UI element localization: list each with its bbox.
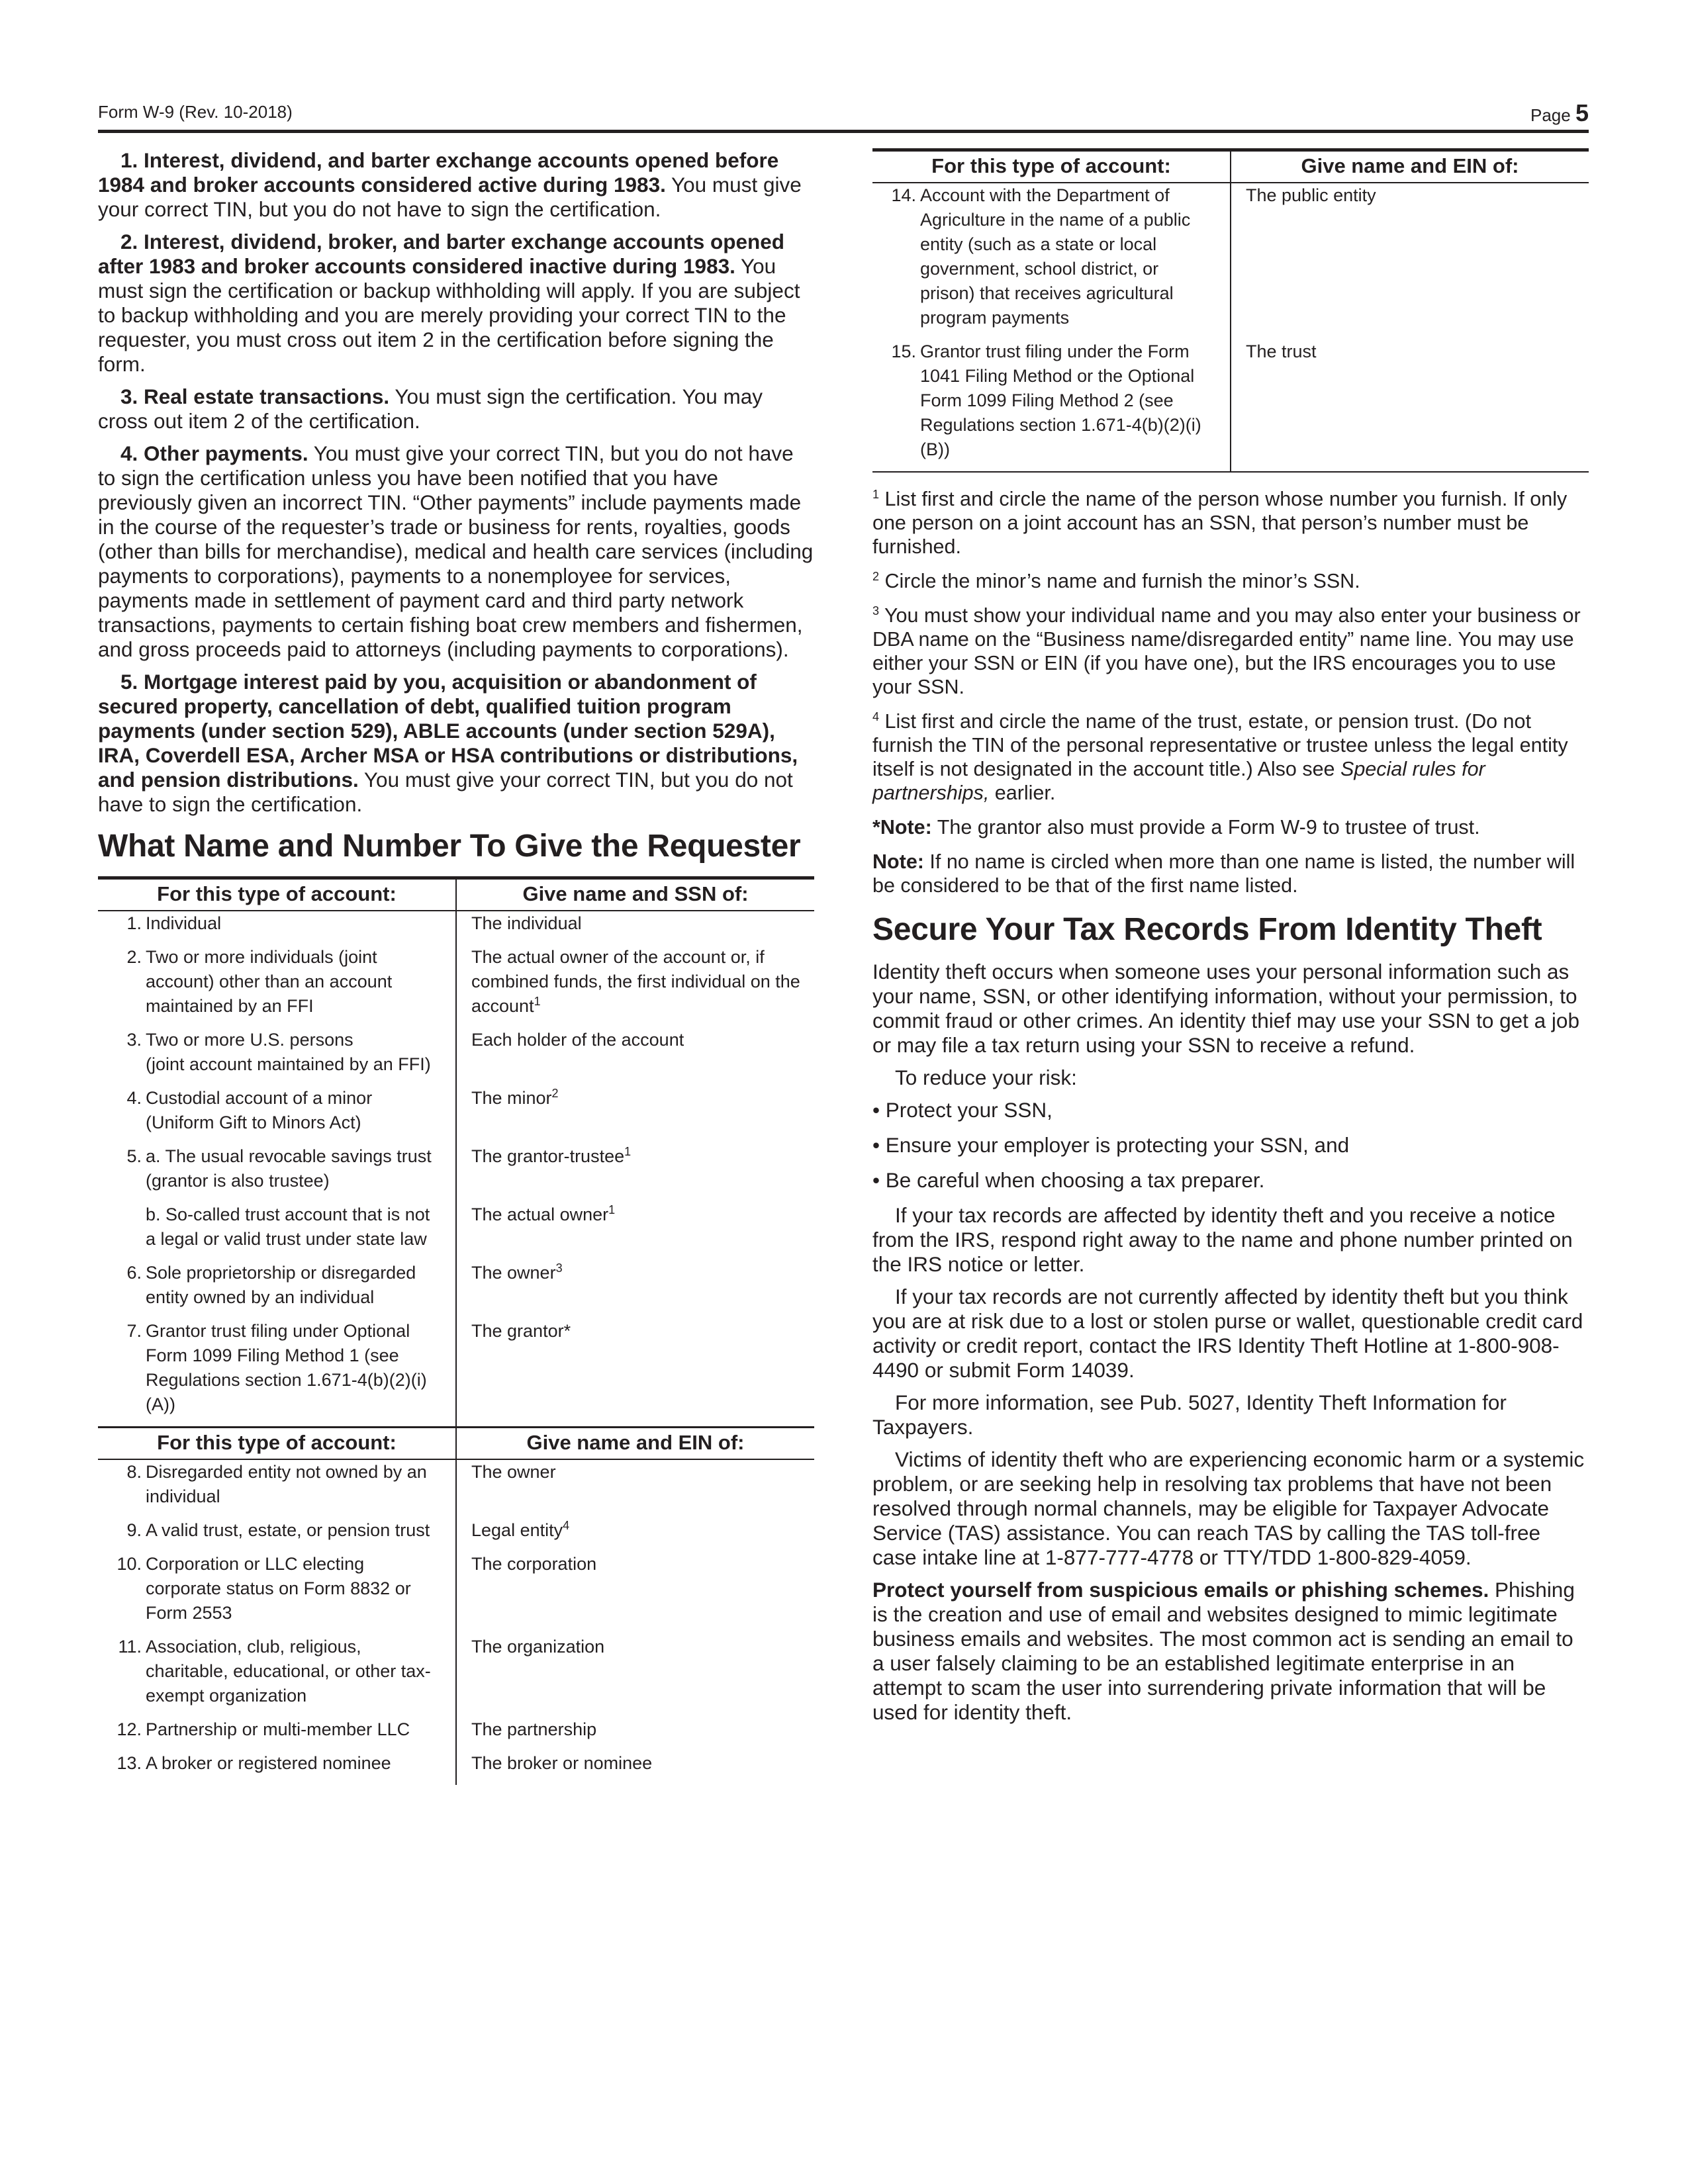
footnote-reference: 1 (534, 995, 541, 1008)
paragraph-item-3: 3. Real estate transactions. You must sign the certification. You may cross out item 2 of the certification. (98, 385, 763, 433)
table-row (872, 340, 1589, 472)
account-type-line: Custodial account of a minor (146, 1088, 373, 1108)
give-name-cell (456, 1203, 814, 1261)
account-type-line: Agriculture in the name of a public (920, 210, 1191, 230)
table-row (98, 1459, 814, 1518)
table-row (98, 1261, 814, 1319)
account-type-line: Corporation or LLC electing (146, 1554, 365, 1574)
give-name-text: The actual owner of the account or, if combined funds, the first individual on the account (471, 947, 800, 1016)
account-type-line: Partnership or multi-member LLC (146, 1719, 410, 1739)
give-name-cell (456, 945, 814, 1028)
account-type-cell (872, 340, 1231, 472)
account-type-line: entity (such as a state or local (920, 234, 1157, 254)
give-name-text: The owner (471, 1263, 556, 1283)
account-type-cell (98, 1518, 456, 1552)
footnote-reference: 1 (624, 1145, 632, 1158)
footnote-reference: 2 (551, 1087, 559, 1100)
account-type-line: 1041 Filing Method or the Optional (920, 366, 1195, 386)
give-name-cell (456, 1518, 814, 1552)
row-number: 5. (126, 1146, 142, 1166)
account-type-line: b. So-called trust account that is not (146, 1205, 430, 1224)
section-title-name-number: What Name and Number To Give the Requester (98, 829, 801, 864)
ssn-table-head-account: For this type of account: (98, 878, 456, 911)
account-type-cell (98, 1635, 456, 1717)
ein-table-right-head-account: For this type of account: (872, 150, 1231, 183)
row-number: 12. (117, 1719, 142, 1739)
note-grantor: *Note: The grantor also must provide a Form W-9 to trustee of trust. (872, 816, 1480, 839)
account-type-cell (98, 1203, 456, 1261)
paragraph-item-5: 5. Mortgage interest paid by you, acquisition or abandonment of secured property, cancellation of debt, qualified tuition program payments (under section 529), ABLE accounts (under section 529A), IRA, Coverdell ESA, Archer MSA or HSA contributions or distributions, and pension distributions. You must give your correct TIN, but you do not have to sign the certification. (98, 670, 798, 816)
footnote-2: $^2$ Circle the minor’s name and furnish the minor’s SSN. (872, 569, 1360, 592)
account-type-cell (98, 1028, 456, 1086)
row-number: 4. (126, 1088, 142, 1108)
account-type-line: Form 1099 Filing Method 2 (see (920, 390, 1174, 410)
account-type-line: Individual (146, 913, 222, 933)
give-name-text: The broker or nominee (471, 1753, 653, 1773)
ein-table-right-head-give: Give name and EIN of: (1231, 150, 1589, 183)
table-row (98, 1518, 814, 1552)
risk-bullet-2: • Ensure your employer is protecting your SSN, and (872, 1133, 1350, 1157)
account-type-line: individual (146, 1486, 220, 1506)
page-number-value: 5 (1575, 99, 1589, 126)
give-name-cell (456, 1144, 814, 1203)
row-number: 9. (126, 1520, 142, 1540)
give-name-text: The partnership (471, 1719, 597, 1739)
give-name-text: The individual (471, 913, 582, 933)
account-type-cell (98, 1086, 456, 1144)
account-type-line: exempt organization (146, 1686, 307, 1706)
paragraph-item-1: 1. Interest, dividend, and barter exchange accounts opened before 1984 and broker accounts considered active during 1983. You must give your correct TIN, but you do not have to sign the certification. (98, 148, 802, 221)
row-number: 1. (126, 913, 142, 933)
account-type-cell (98, 1319, 456, 1426)
left-column (98, 148, 814, 1785)
give-name-text: The minor (471, 1088, 552, 1108)
risk-bullet-list (872, 1098, 1589, 1193)
give-name-cell (456, 1261, 814, 1319)
account-type-line: maintained by an FFI (146, 996, 314, 1016)
footnote-reference: 3 (555, 1261, 563, 1275)
give-name-cell (1231, 340, 1589, 472)
row-number (102, 1203, 146, 1251)
account-type-line: Form 2553 (146, 1603, 232, 1623)
give-name-cell (456, 1717, 814, 1751)
row-number: 6. (126, 1263, 142, 1283)
header-rule (98, 130, 1589, 133)
footnote-3: $^3$ You must show your individual name and you may also enter your business or DBA name on the “Business name/disregarded entity” name line. You may use either your SSN or EIN (if you have one), but the IRS encourages you to use your SSN. (872, 604, 1581, 698)
table-row (98, 1751, 814, 1785)
give-name-cell (456, 911, 814, 945)
account-type-line: Account with the Department of (920, 185, 1170, 205)
account-type-cell (98, 1717, 456, 1751)
account-type-line: program payments (920, 308, 1070, 328)
account-type-line: government, school district, or (920, 259, 1159, 279)
give-name-cell (1231, 183, 1589, 340)
account-type-line: Association, club, religious, (146, 1637, 361, 1657)
phishing-paragraph: Protect yourself from suspicious emails or phishing schemes. Phishing is the creation and use of email and websites designed to mimic legitimate business emails and websites. The most common act is sending an email to a user falsely claiming to be an established legitimate enterprise in an attempt to scam the user into surrendering private information that will be used for identity theft. (872, 1578, 1575, 1724)
give-name-text: The organization (471, 1637, 605, 1657)
give-name-text: The grantor-trustee (471, 1146, 625, 1166)
account-type-line: Two or more U.S. persons (146, 1030, 353, 1050)
form-label: Form W-9 (Rev. 10-2018) (98, 102, 293, 122)
ein-table-left-head-account: For this type of account: (98, 1428, 456, 1460)
account-type-cell (98, 1261, 456, 1319)
row-number: 13. (117, 1753, 142, 1773)
page-number (1530, 99, 1589, 127)
table-row (98, 1203, 814, 1261)
ein-table-left (98, 1426, 814, 1785)
affected-paragraph: If your tax records are affected by identity theft and you receive a notice from the IRS, respond right away to the name and phone number printed on the IRS notice or letter. (872, 1203, 1573, 1276)
account-type-line: (A)) (146, 1394, 175, 1414)
footnote-reference: 1 (608, 1203, 616, 1216)
table-row (98, 945, 814, 1028)
row-number: 2. (126, 947, 142, 967)
account-type-cell (98, 911, 456, 945)
section-title-identity-theft: Secure Your Tax Records From Identity Theft (872, 912, 1542, 947)
account-type-line: a. The usual revocable savings trust (146, 1146, 432, 1166)
give-name-text: The public entity (1246, 185, 1376, 205)
page-word: Page (1530, 105, 1571, 125)
account-type-line: (Uniform Gift to Minors Act) (146, 1113, 361, 1132)
table-row (98, 1635, 814, 1717)
account-type-line: A broker or registered nominee (146, 1753, 391, 1773)
table-row (98, 1319, 814, 1426)
give-name-cell (456, 1552, 814, 1635)
give-name-text: The grantor* (471, 1321, 571, 1341)
account-type-cell (98, 945, 456, 1028)
table-row (98, 911, 814, 945)
account-type-line: A valid trust, estate, or pension trust (146, 1520, 430, 1540)
row-number: 8. (126, 1462, 142, 1482)
give-name-text: The corporation (471, 1554, 597, 1574)
account-type-line: Regulations section 1.671-4(b)(2)(i) (146, 1370, 427, 1390)
table-row (98, 1552, 814, 1635)
give-name-text: The actual owner (471, 1205, 609, 1224)
account-type-cell (98, 1459, 456, 1518)
table-row (872, 183, 1589, 340)
footnote-1: $^1$ List first and circle the name of the person whose number you furnish. If only one person on a joint account has an SSN, that person’s number must be furnished. (872, 487, 1568, 558)
account-type-line: prison) that receives agricultural (920, 283, 1174, 303)
give-name-cell (456, 1028, 814, 1086)
victims-paragraph: Victims of identity theft who are experiencing economic harm or a systemic problem, or are seeking help in resolving tax problems that have not been resolved through normal channels, may be eligible for Taxpayer Advocate Service (TAS) assistance. You can reach TAS by calling the TAS toll-free case intake line at 1-877-777-4778 or TTY/TDD 1-800-829-4059. (872, 1447, 1585, 1569)
risk-bullet-1: • Protect your SSN, (872, 1098, 1053, 1122)
account-type-line: account) other than an account (146, 972, 393, 991)
account-type-line: Form 1099 Filing Method 1 (see (146, 1345, 399, 1365)
account-type-cell (98, 1751, 456, 1785)
give-name-text: Legal entity (471, 1520, 563, 1540)
row-number: 3. (126, 1030, 142, 1050)
footnote-reference: 4 (563, 1519, 570, 1532)
give-name-text: Each holder of the account (471, 1030, 684, 1050)
account-type-line: Two or more individuals (joint (146, 947, 377, 967)
table-row (98, 1144, 814, 1203)
give-name-text: The owner (471, 1462, 556, 1482)
give-name-cell (456, 1319, 814, 1426)
row-number: 11. (118, 1637, 142, 1657)
table-row (98, 1717, 814, 1751)
row-number: 10. (117, 1554, 142, 1574)
account-type-line: Grantor trust filing under Optional (146, 1321, 410, 1341)
ssn-table-head-give: Give name and SSN of: (456, 878, 814, 911)
ssn-table (98, 876, 814, 1426)
account-type-line: a legal or valid trust under state law (146, 1229, 427, 1249)
ein-table-right (872, 148, 1589, 473)
reduce-risk-lead: To reduce your risk: (895, 1066, 1077, 1089)
account-type-line: Disregarded entity not owned by an (146, 1462, 427, 1482)
account-type-line: (joint account maintained by an FFI) (146, 1054, 431, 1074)
risk-bullet-3: • Be careful when choosing a tax preparer. (872, 1168, 1265, 1192)
row-number: 7. (126, 1321, 142, 1341)
account-type-line: entity owned by an individual (146, 1287, 375, 1307)
table-row (98, 1028, 814, 1086)
more-info-paragraph: For more information, see Pub. 5027, Identity Theft Information for Taxpayers. (872, 1390, 1507, 1439)
give-name-cell (456, 1751, 814, 1785)
account-type-cell (872, 183, 1231, 340)
table-row (98, 1086, 814, 1144)
account-type-cell (98, 1144, 456, 1203)
row-number: 15. (891, 341, 916, 361)
paragraph-item-2: 2. Interest, dividend, broker, and barter exchange accounts opened after 1983 and broker accounts considered inactive during 1983. You must sign the certification or backup withholding will apply. If you are subject to backup withholding and you are merely providing your correct TIN to the requester, you must cross out item 2 in the certification before signing the form. (98, 230, 800, 376)
give-name-text: The trust (1246, 341, 1317, 361)
account-type-cell (98, 1552, 456, 1635)
not-affected-paragraph: If your tax records are not currently affected by identity theft but you think you are at risk due to a lost or stolen purse or wallet, questionable credit card activity or credit report, contact the IRS Identity Theft Hotline at 1-800-908-4490 or submit Form 14039. (872, 1285, 1583, 1382)
account-type-line: Sole proprietorship or disregarded (146, 1263, 416, 1283)
give-name-cell (456, 1086, 814, 1144)
account-type-line: corporate status on Form 8832 or (146, 1578, 411, 1598)
account-type-line: (grantor is also trustee) (146, 1171, 330, 1191)
row-number: 14. (891, 185, 916, 205)
identity-theft-intro: Identity theft occurs when someone uses your personal information such as your name, SSN, or other identifying information, without your permission, to commit fraud or other crimes. An identity thief may use your SSN to get a job or may file a tax return using your SSN to receive a refund. (872, 960, 1579, 1057)
note-circled: Note: If no name is circled when more than one name is listed, the number will be considered to be that of the first name listed. (872, 850, 1575, 897)
account-type-line: Regulations section 1.671-4(b)(2)(i)(B)) (920, 415, 1201, 459)
ein-table-left-head-give: Give name and EIN of: (456, 1428, 814, 1460)
account-type-line: Grantor trust filing under the Form (920, 341, 1190, 361)
account-type-line: charitable, educational, or other tax- (146, 1661, 431, 1681)
right-column (872, 148, 1589, 1733)
give-name-cell (456, 1459, 814, 1518)
give-name-cell (456, 1635, 814, 1717)
paragraph-item-4: 4. Other payments. You must give your correct TIN, but you do not have to sign the certification unless you have been notified that you have previously given an incorrect TIN. “Other payments” include payments made in the course of the requester’s trade or business for rents, royalties, goods (other than bills for merchandise), medical and health care services (including payments to corporations), payments to a nonemployee for services, payments made in settlement of payment card and third party network transactions, payments to certain fishing boat crew members and fishermen, and gross proceeds paid to attorneys (including payments to corporations). (98, 441, 814, 661)
footnote-4: $^4$ List first and circle the name of the trust, estate, or pension trust. (Do not furnish the TIN of the personal representative or trustee unless the legal entity itself is not designated in the account title.) Also see Special rules for partnerships, earlier. (872, 709, 1568, 804)
